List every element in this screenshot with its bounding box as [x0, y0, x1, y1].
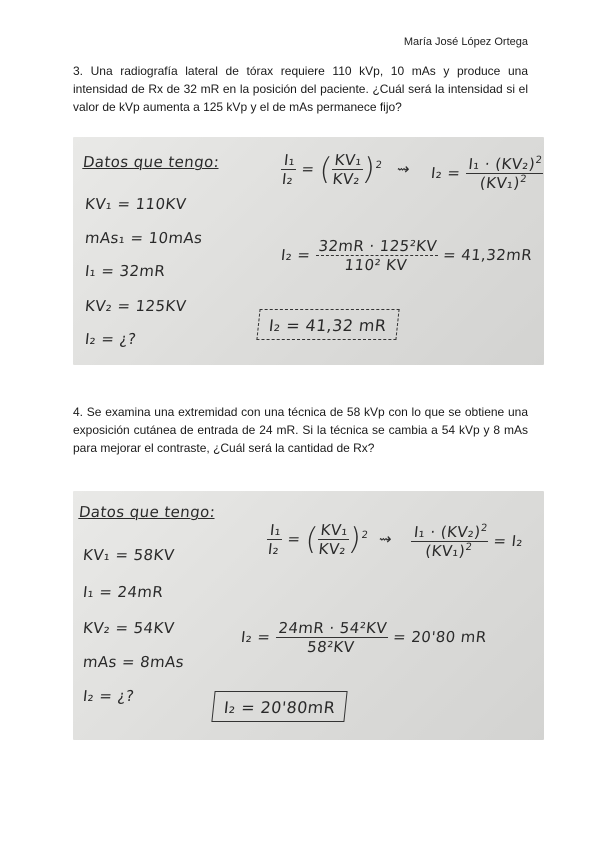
mas1-given: mAs₁ = 10mAs	[84, 229, 204, 247]
formula-exponent: 2	[374, 160, 383, 171]
i2-unknown: I₂ = ¿?	[84, 330, 138, 348]
kv1-given: KV₁ = 110KV	[84, 195, 188, 213]
solved-den-exp: 2	[519, 174, 528, 185]
calc-numerator: 24mR · 54²KV	[275, 619, 389, 638]
answer-box: I₂ = 20'80mR	[211, 691, 348, 722]
solved-rhs: = I₂	[492, 532, 524, 550]
solved-denominator: (KV₁)	[478, 174, 521, 192]
kv1-given: KV₁ = 58KV	[82, 546, 176, 564]
calc-lhs: I₂ =	[280, 246, 312, 264]
formula-i1: I₁	[267, 521, 284, 540]
handwritten-notes-q3	[73, 137, 544, 365]
formula-i2: I₂	[281, 170, 295, 188]
solved-numerator: I₁ · (KV₂)	[467, 155, 537, 173]
calculation	[239, 619, 488, 656]
kv2-given: KV₂ = 54KV	[82, 619, 176, 637]
formula-exponent: 2	[360, 530, 369, 541]
solved-num-exp: 2	[480, 523, 489, 534]
calc-numerator: 32mR · 125²KV	[315, 237, 439, 256]
question-3-text: 3. Una radiografía lateral de tórax requiere 110 kVp, 10 mAs y produce una intensidad de Rx de 32 mR en la posición del paciente. ¿Cuál será la intensidad si el valor de kVp aumenta a 125 kVp y el de mAs permanece fijo?	[73, 64, 528, 114]
calc-denominator: 110² KV	[343, 256, 408, 274]
formula-i2: I₂	[267, 540, 281, 558]
arrow-icon: ⇝	[396, 160, 411, 178]
formula-i1: I₁	[281, 151, 298, 170]
solved-formula	[429, 155, 545, 192]
formula-kv2: KV₂	[331, 170, 361, 188]
solved-numerator: I₁ · (KV₂)	[413, 523, 482, 541]
calc-denominator: 58²KV	[306, 638, 356, 656]
i1-given: I₁ = 24mR	[82, 583, 165, 601]
i1-given: I₁ = 32mR	[84, 262, 167, 280]
formula-kv1: KV₁	[318, 521, 351, 540]
notes-title: Datos que tengo:	[82, 153, 221, 171]
notes-title: Datos que tengo:	[78, 503, 217, 521]
solved-formula	[409, 523, 525, 560]
arrow-icon: ⇝	[378, 530, 393, 548]
solved-denominator: (KV₁)	[424, 542, 467, 560]
solved-lhs: I₂ =	[430, 164, 462, 182]
formula-kv1: KV₁	[332, 151, 365, 170]
author-name: María José López Ortega	[403, 36, 528, 48]
i2-unknown: I₂ = ¿?	[82, 687, 136, 705]
solved-den-exp: 2	[464, 542, 473, 553]
calculation	[279, 237, 534, 274]
proportion-formula: $\frac{\text{I₁}}{\text{I₂}}$ = ( $\frac{\text{KV₁}}{\text{KV₂}}$ )$^2$ ⇝	[281, 151, 411, 188]
calc-result: = 41,32mR	[442, 246, 534, 264]
kv2-given: KV₂ = 125KV	[84, 297, 188, 315]
mas-given: mAs = 8mAs	[82, 653, 185, 671]
calc-result: = 20'80 mR	[392, 628, 488, 646]
handwritten-notes-q4	[73, 491, 544, 740]
question-4-text: 4. Se examina una extremidad con una técnica de 58 kVp con lo que se obtiene una exposición cutánea de entrada de 24 mR. Si la técnica se cambia a 54 kVp y 8 mAs para mejorar el contraste, ¿Cuál será la cantidad de Rx?	[73, 405, 528, 455]
formula-kv2: KV₂	[317, 540, 347, 558]
answer-box: I₂ = 41,32 mR	[256, 309, 399, 340]
solved-num-exp: 2	[534, 155, 543, 166]
calc-lhs: I₂ =	[240, 628, 272, 646]
proportion-formula: $\frac{\text{I₁}}{\text{I₂}}$ = ( $\frac{\text{KV₁}}{\text{KV₂}}$ )$^2$ ⇝	[267, 521, 393, 558]
